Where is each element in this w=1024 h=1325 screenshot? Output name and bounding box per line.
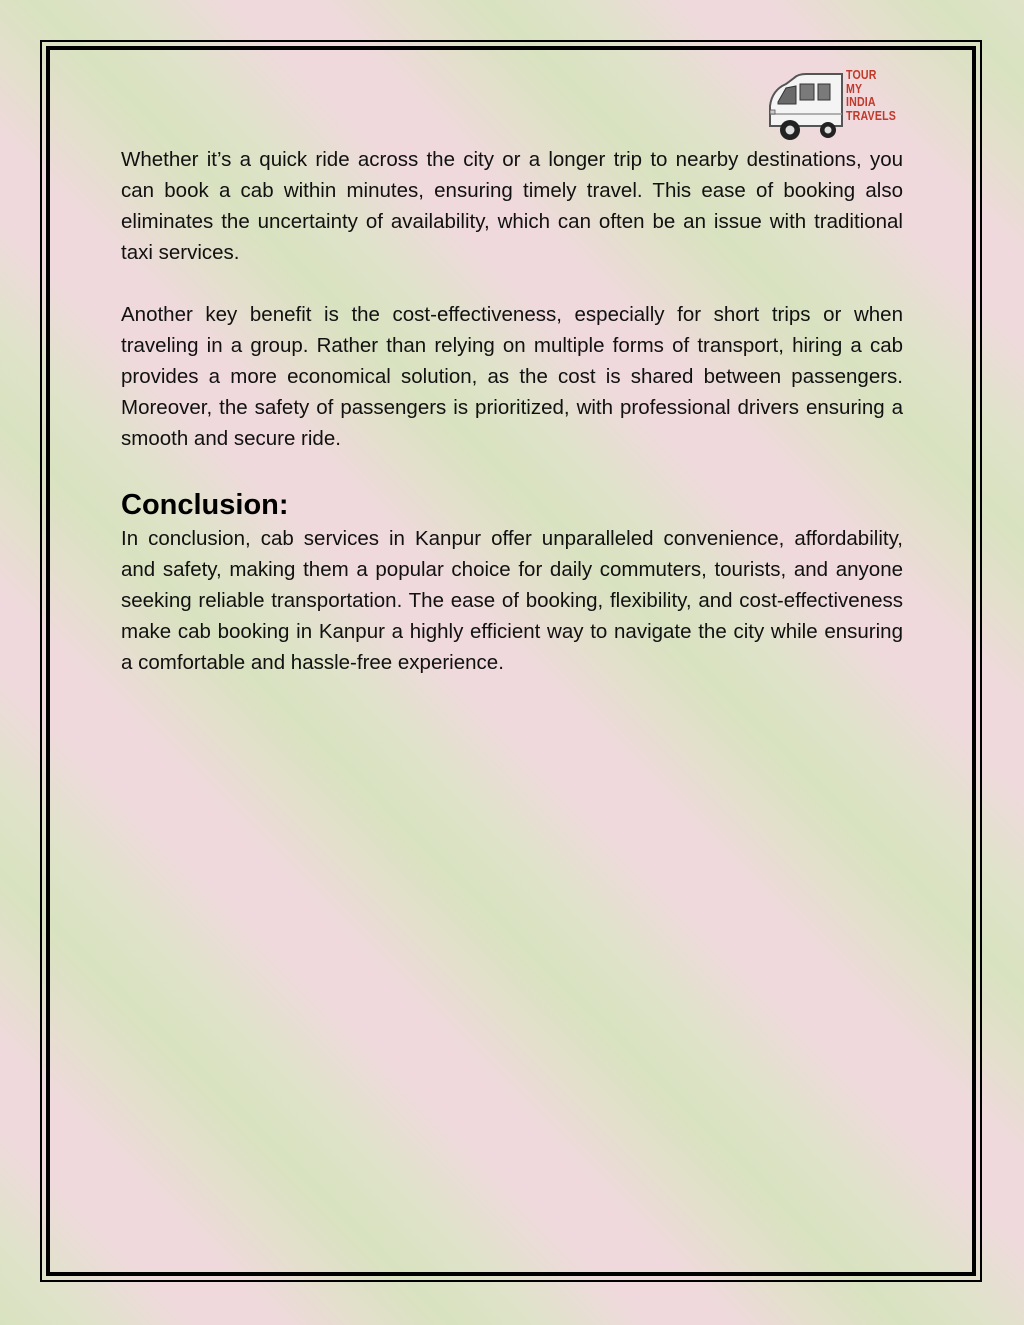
logo-text [846,69,896,123]
logo-line-india: INDIA [846,95,876,109]
van-icon [764,66,848,146]
logo-line-travels: TRAVELS [846,108,896,123]
paragraph-conclusion: In conclusion, cab services in Kanpur offer unparalleled convenience, affordability, and safety, making them a popular choice for daily commuters, tourists, and anyone seeking reliable transportation. The ease of booking, flexibility, and cost-effectiveness make cab booking in Kanpur a highly efficient way to navigate the city while ensuring a comfortable and hassle-free experience. [121,527,903,674]
logo-line-tour: TOUR [846,68,877,82]
page-content [121,144,903,678]
company-logo [764,66,904,146]
paragraph-booking: Whether it’s a quick ride across the city or a longer trip to nearby destinations, you can book a cab within minutes, ensuring timely travel. This ease of booking also eliminates the uncertainty of availability, which can often be an issue with traditional taxi services. [121,148,903,264]
paragraph-cost: Another key benefit is the cost-effectiveness, especially for short trips or when traveling in a group. Rather than relying on multiple forms of transport, hiring a cab provides a more economical solution, as the cost is shared between passengers. Moreover, the safety of passengers is prioritized, with professional drivers ensuring a smooth and secure ride. [121,303,903,450]
conclusion-heading: Conclusion: [121,489,289,521]
logo-line-my: MY [846,81,863,96]
